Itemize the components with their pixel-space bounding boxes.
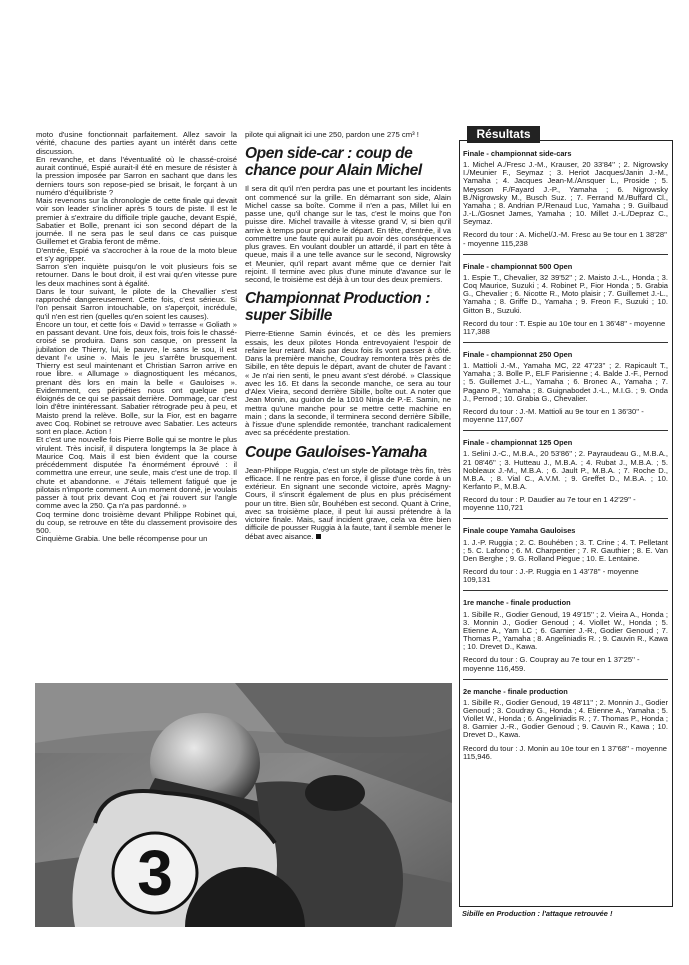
divider bbox=[463, 430, 668, 431]
result-section bbox=[463, 439, 668, 512]
result-section-body: 1. Mattioli J.-M., Yamaha MC, 22 47'23'' ; 2. Rapicault T., Yamaha ; 3. Bolle P., ELF Parisienne ; 4. Balde J.-F., Pernod ; 5. Guillemet J.-L., Yamaha ; 6. Bronec A., Yamaha ; 7. Pagano P., Yamaha ; 8. Guignabodet J.-L., M.I.G. ; 9. Onda J., Pernod ; 10. Grabia G., Chevalier. bbox=[463, 361, 668, 403]
paragraph: Encore un tour, et cette fois « David » terrasse « Goliath » en passant devant. Une fois, deux fois, trois fois le chassé-croisé se produira. Dans son casque, on pressent la jubilation de Thierry, lui, le pauvre, le sans le sou, il est devant l'« usine ». Mais le jeu s'arrête brusquement. Thierry est seul maintenant et Christian Sarron arrive en roue libre. « Allumage » diagnostiquent les mécanos, prenant dès lors en main la belle « Gauloises ». Evidemment, ces péripéties nous ont quelque peu éloignés de ce qui se passait derrière. Dommage, car c'est loin d'être inintéressant. Sabatier rétrograde peu à peu, et Maisto prend la relève. Bolle, sur la Fior, est en bagarre avec Coq. Robinet se retrouve avec Sabatier. Les acteurs sont en place. Action ! bbox=[36, 319, 237, 436]
race-photo bbox=[35, 683, 452, 927]
end-mark-icon bbox=[316, 534, 321, 539]
paragraph bbox=[245, 467, 451, 541]
section-heading-side-car: Open side-car : coup de chance pour Alain Michel bbox=[245, 145, 422, 180]
results-list bbox=[463, 150, 668, 761]
divider bbox=[463, 679, 668, 680]
paragraph: En revanche, et dans l'éventualité où le chassé-croisé aurait continué, Espié aurait-il été en mesure de résister à la pression imposée par Sarron en sachant que dans les derniers tours son repose-pied se brisait, le forçant à un numéro d'équilibriste ? bbox=[36, 154, 237, 197]
lap-record: Record du tour : G. Coupray au 7e tour en 1 37'25'' - moyenne 116,459. bbox=[463, 655, 640, 673]
paragraph: pilote qui alignait ici une 250, pardon une 275 cm³ ! bbox=[245, 130, 419, 139]
lap-record: Record du tour : J. Monin au 10e tour en 1 37'68'' - moyenne 115,946. bbox=[463, 743, 668, 761]
paragraph: Et c'est une nouvelle fois Pierre Bolle qui se montre le plus virulent. Très incisif, il disputera longtemps la 3e place à Maurice Coq. Mais il est bien évident que la course précédemment disputée l'a énormément éprouvé : il commettra une erreur, une seule, mais c'est une de trop. Il chute et abandonne. « J'étais tellement fatigué que je pilotais n'importe comment. A un moment donné, je voulais passer à tout prix devant Coq et j'ai rouvert sur l'angle comme avec la 250. Ça n'a pas pardonné. » bbox=[36, 435, 237, 511]
result-section-title: Finale - championnat side-cars bbox=[463, 149, 572, 158]
paragraph: Coq termine donc troisième devant Philippe Robinet qui, du coup, se retrouve en tête du classement provisoire des 500. bbox=[36, 509, 237, 535]
photo-caption: Sibille en Production : l'attaque retrouvée ! bbox=[462, 909, 613, 918]
result-section-body: 1. Selini J.-C., M.B.A., 20 53'86'' ; 2. Payraudeau G., M.B.A., 21 08'46'' ; 3. Hutteau J., M.B.A. ; 4. Rubat J., M.B.A. ; 5. Nobleaux J.-M., M.B.A. ; 6. Jault P., M.B.A. ; 7. Roche D., M.B.A. ; 8. Vial C., A.V.M. ; 9. Greffet D., M.B.A. ; 10. Kerfanto P., M.B.A. bbox=[463, 449, 668, 491]
article-column-1 bbox=[36, 131, 237, 544]
result-section bbox=[463, 599, 668, 672]
result-section bbox=[463, 351, 668, 424]
lap-record: Record du tour : A. Michel/J.-M. Fresc au 9e tour en 1 38'28'' - moyenne 115,238 bbox=[463, 230, 667, 248]
lap-record: Record du tour : J.-M. Mattioli au 9e tour en 1 36'30'' - moyenne 117,607 bbox=[463, 406, 644, 425]
divider bbox=[463, 342, 668, 343]
paragraph: Sarron s'en inquiète puisqu'on le voit plusieurs fois se retourner. Dans le bout droit, il est vrai qu'en vitesse pure les deux machines sont à égalité. bbox=[36, 262, 237, 288]
paragraph: Pierre-Etienne Samin évincés, et ce dès les premiers essais, les deux pilotes Honda entrevoyaient l'espoir de refaire leur retard. Mais par deux fois ils vont passer à côté. Dans la première manche, Coudray remontera très près de Sibille, en tête depuis le départ, avant de chuter de l'avant : « Je n'ai rien senti, le pneu avant s'est dérobé. » Classique avec les 16. Et dans la seconde manche, ce sera au tour d'Alex Vieira, second derrière Sibille, boîte out. A noter que Jean Monin, au guidon de la 1010 Ninja de P.-E. Samin, ne mettra qu'une manche pour se mettre cette machine en main ; dans la seconde, il terminera second derrière Sibille, à l'issue d'une splendide remontée, tranchant radicalement avec sa précédente prestation. bbox=[245, 329, 451, 438]
paragraph: moto d'usine fonctionnait parfaitement. Allez savoir la vérité, chacune des parties ayant un intérêt dans cette discussion. bbox=[36, 130, 237, 156]
result-section-body: 1. Sibille R., Godier Genoud, 19 49'15'' ; 2. Vieira A., Honda ; 3. Monnin J., Godier Genoud ; 4. Viollet W., Honda ; 5. Etienne A., Yam LC ; 6. Garnier J.-R., Godier Genoud ; 7. Thomas P., Yamaha ; 8. Angeliniadis R. ; 9. Cauvin R., Kawa ; 10. Drevet D., Kawa. bbox=[463, 609, 668, 652]
lap-record: Record du tour : J.-P. Ruggia en 1 43'78'' - moyenne 109,131 bbox=[463, 567, 639, 585]
section-heading-production: Championnat Production : super Sibille bbox=[245, 290, 430, 325]
result-section bbox=[463, 263, 668, 336]
motorcycle-rider-image bbox=[35, 683, 452, 927]
divider bbox=[463, 590, 668, 591]
results-tab: Résultats bbox=[467, 126, 540, 143]
result-section-title: 2e manche - finale production bbox=[463, 686, 568, 696]
lap-record: Record du tour : T. Espie au 10e tour en 1 36'48'' - moyenne 117,388 bbox=[463, 318, 666, 336]
article-column-2 bbox=[245, 131, 451, 541]
divider bbox=[463, 518, 668, 519]
result-section-title: 1re manche - finale production bbox=[463, 598, 571, 608]
section-heading-coupe: Coupe Gauloises-Yamaha bbox=[245, 443, 427, 461]
paragraph: Il sera dit qu'il n'en perdra pas une et pourtant les incidents ont commencé sur la grille. En démarrant son side, Alain Michel casse sa boîte. Comme il n'en a pas, Millet lui en passe une, qu'il change sur le tas, c'est le moins que l'on puisse dire. Michel travaille à vitesse grand V, si bien qu'il arrive à temps pour prendre le départ. En tête, d'entrée, il va commettre une faute qui aurait pu avoir des conséquences plus graves. En voulant doubler un attardé, il part en tête à queue, mais il a une telle avance sur le second, Nigrowsky et Meunier, qu'il repart avant même que ce dernier l'ait rejoint. Il termine avec plus d'une minute d'avance sur le second, le troisième est déjà à un tour des deux premiers. bbox=[245, 184, 451, 284]
paragraph: Cinquième Grabia. Une belle récompense pour un bbox=[36, 534, 208, 544]
result-section-title: Finale coupe Yamaha Gauloises bbox=[463, 526, 576, 536]
result-section-title: Finale - championnat 250 Open bbox=[463, 349, 573, 359]
paragraph-text: Jean-Philippe Ruggia, c'est un style de pilotage très fin, très efficace. Il ne rentre pas en force, il glisse d'une corde à un extérieur. En signant une seconde victoire, après Magny-Cours, il s'inscrit également de plus en plus précisément pour un titre. Bien sûr, Bouhében est second. Quant à Crine, avec sa troisième place, il peut lui aussi prétendre à la victoire finale. Mais, sauf incident grave, cela va être bien difficile de pousser Ruggia à la faute, tant il semble mener le débat avec aisance. bbox=[245, 465, 451, 541]
result-section bbox=[463, 150, 668, 248]
bike-number: 3 bbox=[137, 837, 173, 909]
result-section-title: Finale - championnat 125 Open bbox=[463, 438, 573, 448]
result-section-body: 1. Espie T., Chevalier, 32 39'52'' ; 2. Maisto J.-L., Honda ; 3. Coq Maurice, Suzuki ; 4. Robinet P., Fior Honda ; 5. Grabia G., Chevalier ; 6. Nicotte R., Moto plaisir ; 7. Guillemet J.-L., Yamaha ; 8. Griffe D., Yamaha ; 9. Freon F., Suzuki ; 10. Gitton B., Suzuki. bbox=[463, 272, 668, 315]
result-section-body: 1. Sibille R., Godier Genoud, 19 48'11'' ; 2. Monnin J., Godier Genoud ; 3. Coudray G., Honda ; 4. Etienne A., Yamaha ; 5. Viollet W., Honda ; 6. Angeliniadis R. ; 7. Thomas P., Honda ; 8. Garnier J.-R., Godier Genoud ; 9. Cauvin R., Kawa ; 10. Drevet D., Kawa. bbox=[463, 697, 668, 740]
result-section bbox=[463, 527, 668, 584]
result-section bbox=[463, 688, 668, 761]
paragraph: D'entrée, Espié va s'accrocher à la roue de la moto bleue et s'y agripper. bbox=[36, 245, 237, 263]
paragraph: Mais revenons sur la chronologie de cette finale qui devait voir son leader s'incliner après 5 tours de piste. Il est le premier à s'extraire du difficile triple gauche, devant Espié, Sabatier et Bolle, prenant ici son second départ de la journée. Il ne sera pas le seul dans ce cas puisque Guillemet et Grabia feront de même. bbox=[36, 196, 237, 247]
result-section-body: 1. J.-P. Ruggia ; 2. C. Bouhében ; 3. T. Crine ; 4. T. Pelletant ; 5. C. Lafono ; 6. M. Charpentier ; 7. R. Gauthier ; 8. E. Van Den Berghe ; 9. G. Rolland Piegue ; 10. E. Lentaine. bbox=[463, 537, 668, 563]
result-section-body: 1. Michel A./Fresc J.-M., Krauser, 20 33'84'' ; 2. Nigrowsky I./Meunier F., Seymaz ; 3. Heriot Jacques/Janin J.-M., Yamaha ; 4. Jacques Jean-M./Ansquer L., Proside ; 5. Meysson F./Fayard J.-P., Yamaha ; 6. Nigrowsky B./Nigrowsky M., Busch Suz. ; 7. Ferrand M./Buffard Cl., Yamaha ; 8. Andrian P./Renaud Luc, Yamaha ; 9. Guilbaud J.-L./Gosnet James, Yamaha ; 10. Millet J.-L./Depraz C., Seymaz. bbox=[463, 160, 668, 227]
result-section-title: Finale - championnat 500 Open bbox=[463, 261, 573, 271]
paragraph: Dans le tour suivant, le pilote de la Chevallier s'est rapproché dangereusement. Cette fois, c'est sérieux. Si l'on pensait Sarron intouchable, on s'aperçoit, incrédule, qu'il n'en est rien (quelles qu'en soient les causes). bbox=[36, 286, 237, 321]
divider bbox=[463, 254, 668, 255]
lap-record: Record du tour : P. Daudier au 7e tour en 1 42'29'' - moyenne 110,721 bbox=[463, 495, 636, 513]
